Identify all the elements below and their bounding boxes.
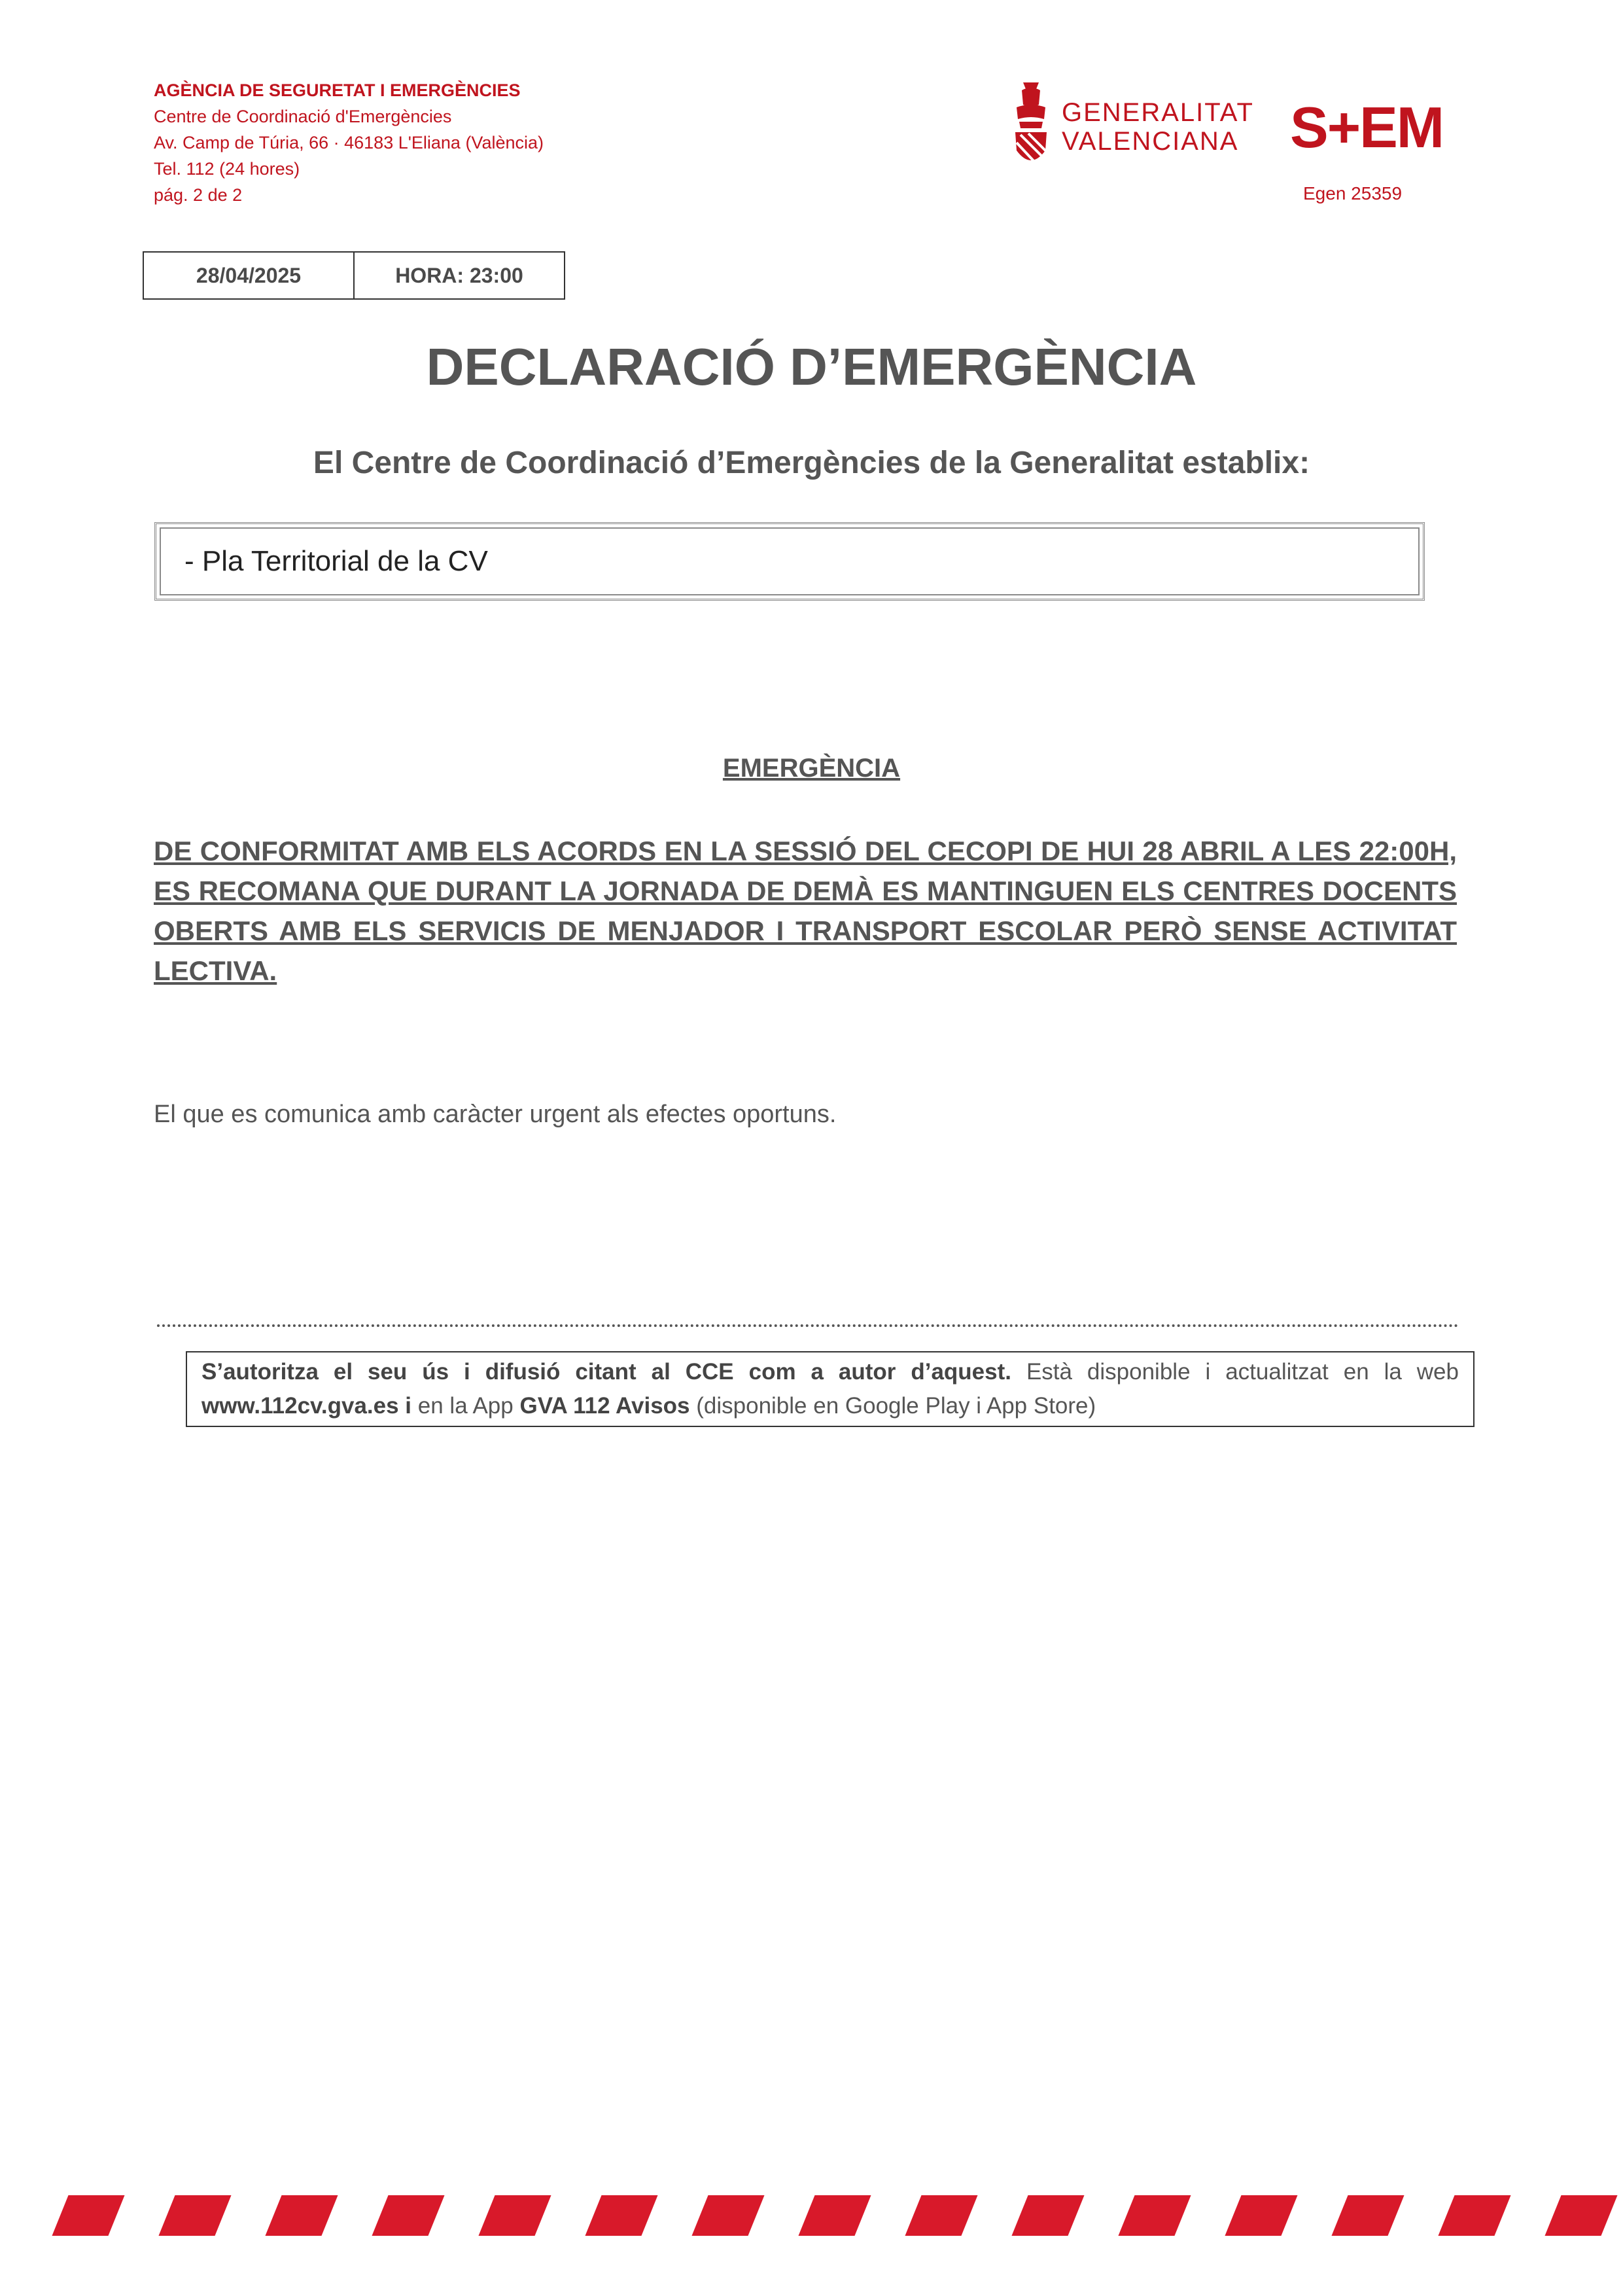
page-number: pág. 2 de 2 [154,185,243,205]
agency-block [154,77,544,208]
date-time-table [143,251,565,300]
plan-text: - Pla Territorial de la CV [160,527,1420,595]
stripe [798,2195,871,2236]
egen-code: Egen 25359 [1303,183,1403,203]
stripe [478,2195,551,2236]
hour-cell: HORA: 23:00 [353,253,564,298]
stripe [52,2195,124,2236]
stripe [1544,2195,1617,2236]
stripe [905,2195,977,2236]
generalitat-emblem-icon [1010,79,1052,180]
stripe [585,2195,657,2236]
agency-address: Av. Camp de Túria, 66 · 46183 L'Eliana (València) [154,133,544,152]
agency-phone: Tel. 112 (24 hores) [154,159,300,179]
stripe [1118,2195,1191,2236]
authorization-text2: en la App [411,1393,520,1419]
bottom-stripes [0,2195,1623,2236]
emergency-heading: EMERGÈNCIA [722,754,901,783]
stripe [372,2195,444,2236]
stripe [1011,2195,1084,2236]
authorization-text3: (disponible en Google Play i App Store) [689,1393,1096,1419]
stripe [158,2195,231,2236]
gva-line1: GENERALITAT [1062,98,1254,127]
page-subtitle: El Centre de Coordinació d’Emergències de la Generalitat establix: [313,446,1310,480]
date-cell: 28/04/2025 [196,263,302,287]
agency-name: AGÈNCIA DE SEGURETAT I EMERGÈNCIES [154,80,521,100]
dotted-divider [157,1324,1459,1327]
app-name: GVA 112 Avisos [519,1393,690,1419]
authorization-text1: Està disponible i actualitzat en la web [1011,1359,1459,1385]
communication-note: El que es comunica amb caràcter urgent als efectes oportuns. [154,1101,837,1128]
generalitat-logo-text [1062,98,1254,156]
stripe [1225,2195,1297,2236]
stripe [1331,2195,1404,2236]
stripe [265,2195,338,2236]
website-link[interactable]: www.112cv.gva.es i [201,1393,412,1419]
stripe [1438,2195,1510,2236]
stripe [691,2195,764,2236]
emergency-body: DE CONFORMITAT AMB ELS ACORDS EN LA SESSIÓ DEL CECOPI DE HUI 28 ABRIL A LES 22:00H, ES RECOMANA QUE DURANT LA JORNADA DE DEMÀ ES MANTINGUEN ELS CENTRES DOCENTS OBERTS AMB ELS SERVICIS DE MENJADOR I TRANSPORT ESCOLAR PERÒ SENSE ACTIVITAT LECTIVA. [154,836,1457,986]
authorization-bold: S’autoritza el seu ús i difusió citant al CCE com a autor d’aquest. [201,1359,1011,1385]
agency-center: Centre de Coordinació d'Emergències [154,107,452,126]
gva-line2: VALENCIANA [1062,127,1239,156]
authorization-box [186,1351,1475,1427]
sem-logo: S+EM [1290,95,1444,160]
plan-box [154,522,1425,601]
page-title: DECLARACIÓ D’EMERGÈNCIA [426,338,1197,396]
